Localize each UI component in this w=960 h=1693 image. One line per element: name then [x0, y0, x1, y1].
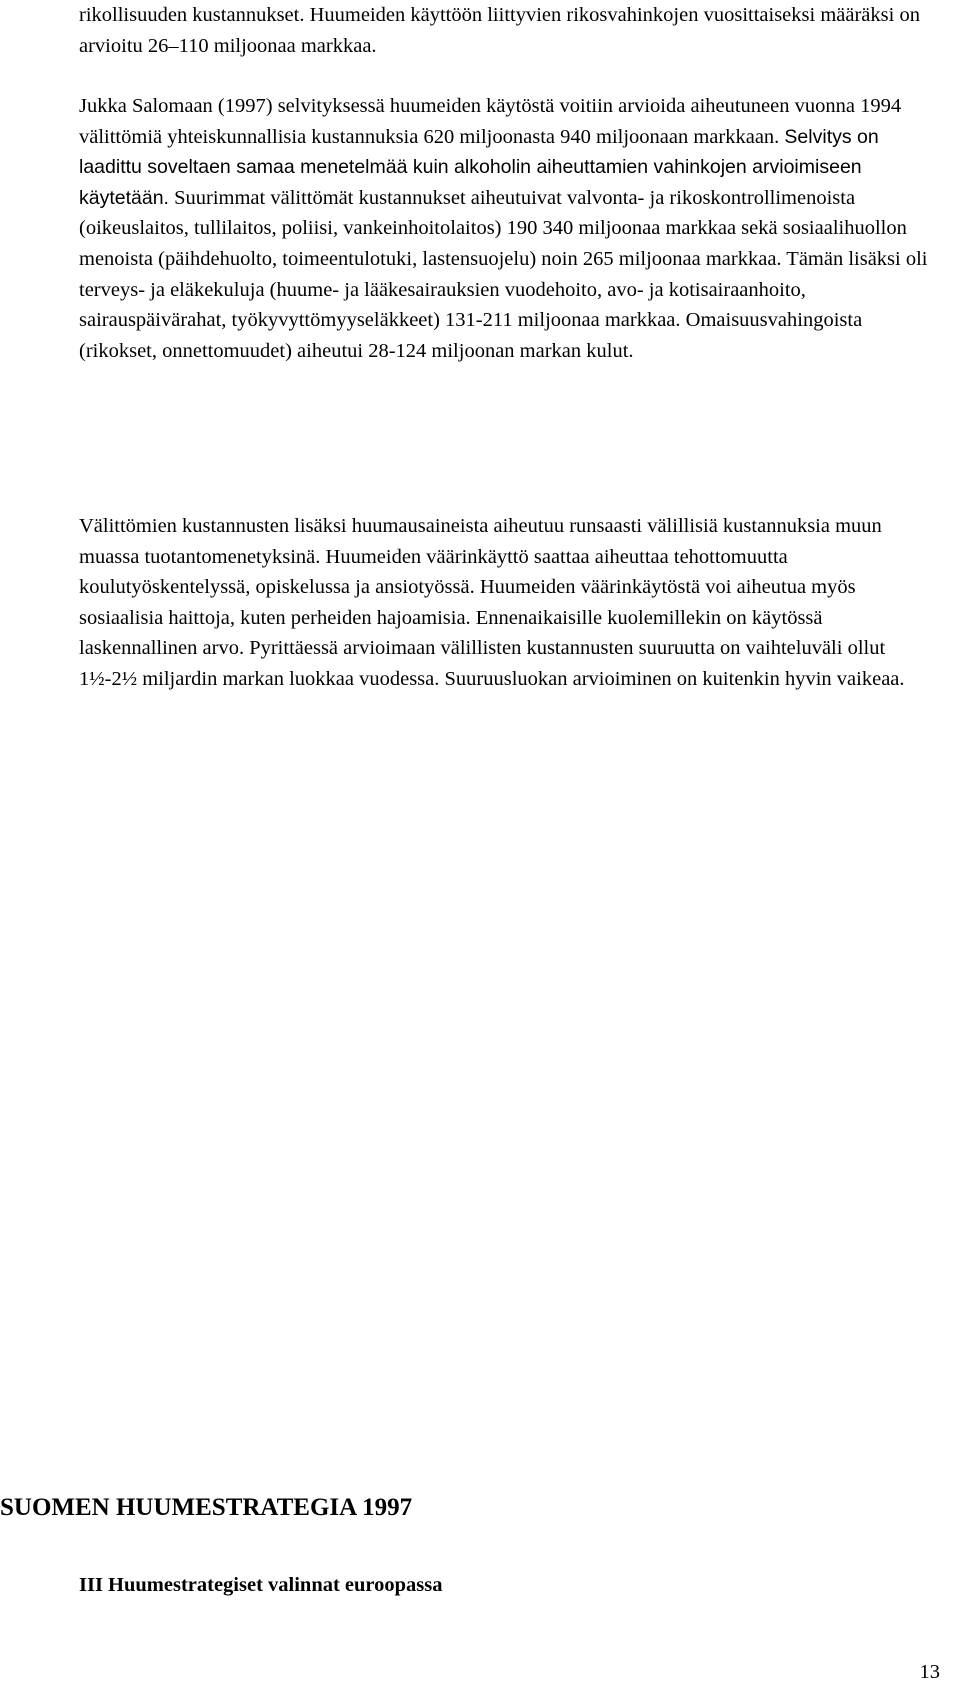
section-heading: III Huumestrategiset valinnat euroopassa — [79, 1574, 443, 1596]
paragraph-direct-costs-intro: Jukka Salomaan (1997) selvityksessä huumeiden käytöstä voitiin arvioida aiheutuneen vuonna 1994 välittömiä yhteiskunnallisia kustannuksia 620 miljoonasta 940 miljoonaan markkaan. — [79, 95, 902, 148]
page-number: 13 — [919, 1661, 940, 1683]
paragraph-crime-costs: rikollisuuden kustannukset. Huumeiden käyttöön liittyvien rikosvahinkojen vuosittaiseksi määräksi on arvioitu 26–110 miljoonaa markkaa. — [79, 4, 920, 57]
paragraph-direct-costs-method: Selvitys on laadittu soveltaen samaa menetelmää kuin alkoholin aiheuttamien vahinkojen arvioimiseen käytetään. — [79, 125, 879, 209]
paragraph-direct-costs — [79, 91, 939, 366]
document-title: SUOMEN HUUMESTRATEGIA 1997 — [0, 1494, 413, 1521]
paragraph-direct-costs-breakdown: Suurimmat välittömät kustannukset aiheutuivat valvonta- ja rikoskontrollimenoista (oikeuslaitos, tullilaitos, poliisi, vankeinhoitolaitos) 190 340 miljoonaa markkaa sekä sosiaalihuollon menoista (päihdehuolto, toimeentulotuki, lastensuojelu) noin 265 miljoonaa markkaa. Tämän lisäksi oli terveys- ja eläkekuluja (huume- ja lääkesairauksien vuodehoito, avo- ja kotisairaanhoito, sairauspäivärahat, työkyvyttömyyseläkkeet) 131-211 miljoonaa markkaa. Omaisuusvahingoista (rikokset, onnettomuudet) aiheutui 28-124 miljoonan markan kulut. — [79, 186, 928, 362]
paragraph-indirect-costs: Välittömien kustannusten lisäksi huumausaineista aiheutuu runsaasti välillisiä kustannuksia muun muassa tuotantomenetyksinä. Huumeiden väärinkäyttö saattaa aiheuttaa tehottomuutta koulutyöskentelyssä, opiskelussa ja ansiotyössä. Huumeiden väärinkäytöstä voi aiheutua myös sosiaalisia haittoja, kuten perheiden hajoamisia. Ennenaikaisille kuolemillekin on käytössä laskennallinen arvo. Pyrittäessä arvioimaan välillisten kustannusten suuruutta on vaihteluväli ollut 1½-2½ miljardin markan luokkaa vuodessa. Suuruusluokan arvioiminen on kuitenkin hyvin vaikeaa. — [79, 515, 905, 690]
